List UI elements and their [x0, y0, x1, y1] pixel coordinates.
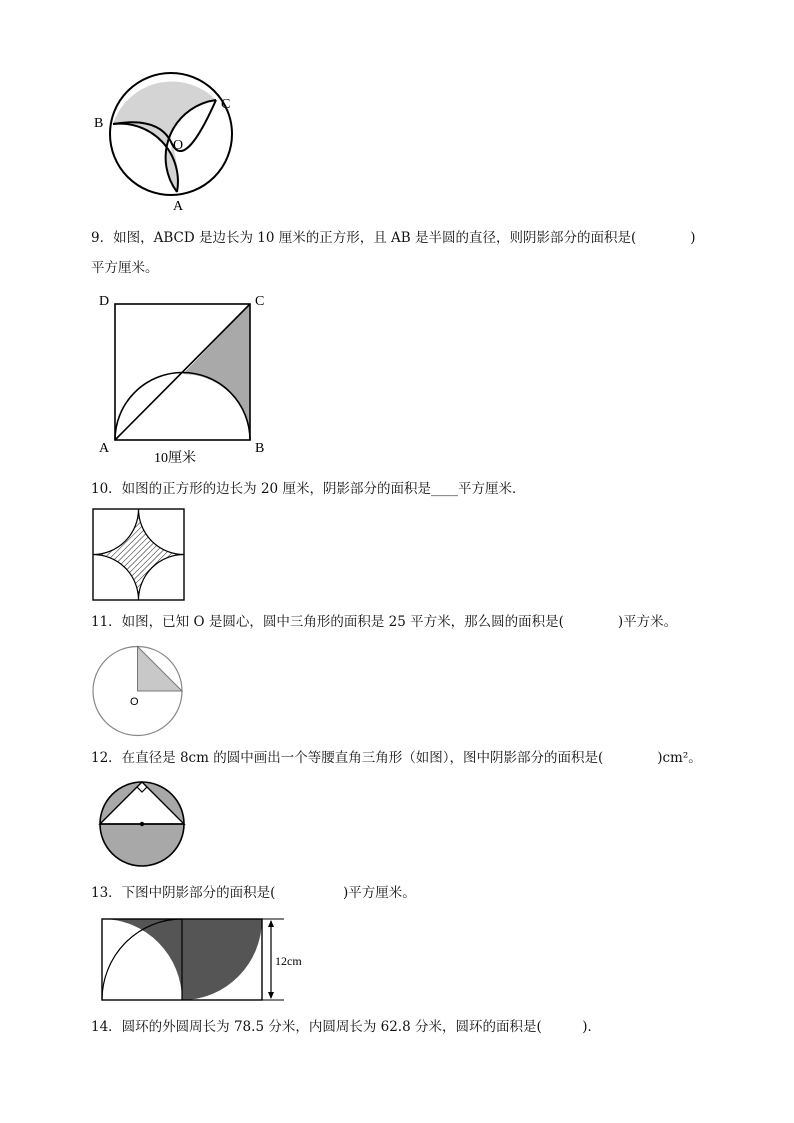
question-10: 10．如图的正方形的边长为 20 厘米，阴影部分的面积是____平方厘米． [91, 481, 526, 497]
figure-q9-square [90, 290, 280, 466]
figure-q12-circle [98, 780, 186, 868]
figure-q13-rectangle [100, 916, 314, 1004]
q8-shaded-region [113, 82, 216, 192]
q13-arrow-down [268, 992, 274, 999]
q9-label-d: D [99, 294, 110, 309]
q11-label-o: O [130, 696, 139, 708]
q10-hatched-star [93, 509, 184, 600]
q8-label-a: A [173, 199, 184, 214]
q9-label-c: C [255, 294, 265, 309]
q9-label-a: A [99, 441, 110, 456]
question-9-line1: 9．如图，ABCD 是边长为 10 厘米的正方形，且 AB 是半圆的直径，则阴影部分的面积是( ) [91, 230, 696, 246]
q12-center-dot [140, 822, 144, 826]
question-9-line2: 平方厘米。 [91, 260, 159, 276]
q9-side-length: 10厘米 [154, 451, 196, 466]
q8-label-c: C [221, 97, 231, 112]
question-13: 13．下图中阴影部分的面积是( )平方厘米。 [91, 885, 416, 901]
q13-right-dark-quarter-circle [182, 919, 262, 1000]
figure-q11-circle [92, 644, 186, 738]
question-14: 14．圆环的外圆周长为 78.5 分米，内圆周长为 62.8 分米，圆环的面积是( )． [91, 1019, 601, 1035]
q9-label-b: B [255, 441, 265, 456]
question-11: 11．如图，已知 O 是圆心，圆中三角形的面积是 25 平方米，那么圆的面积是( )平方米。 [91, 614, 678, 630]
figure-q10-square [92, 508, 186, 602]
q13-arrow-up [268, 920, 274, 927]
figure-q8-circle [90, 72, 240, 214]
q11-shaded-triangle [138, 647, 183, 692]
q9-shaded-region [183, 304, 250, 440]
q12-lower-semicircle [100, 824, 184, 866]
q13-height-label: 12cm [275, 954, 302, 968]
q8-label-o: O [173, 138, 184, 153]
question-12: 12．在直径是 8cm 的圆中画出一个等腰直角三角形（如图），图中阴影部分的面积是( )cm²。 [91, 750, 702, 766]
q8-label-b: B [94, 116, 104, 131]
